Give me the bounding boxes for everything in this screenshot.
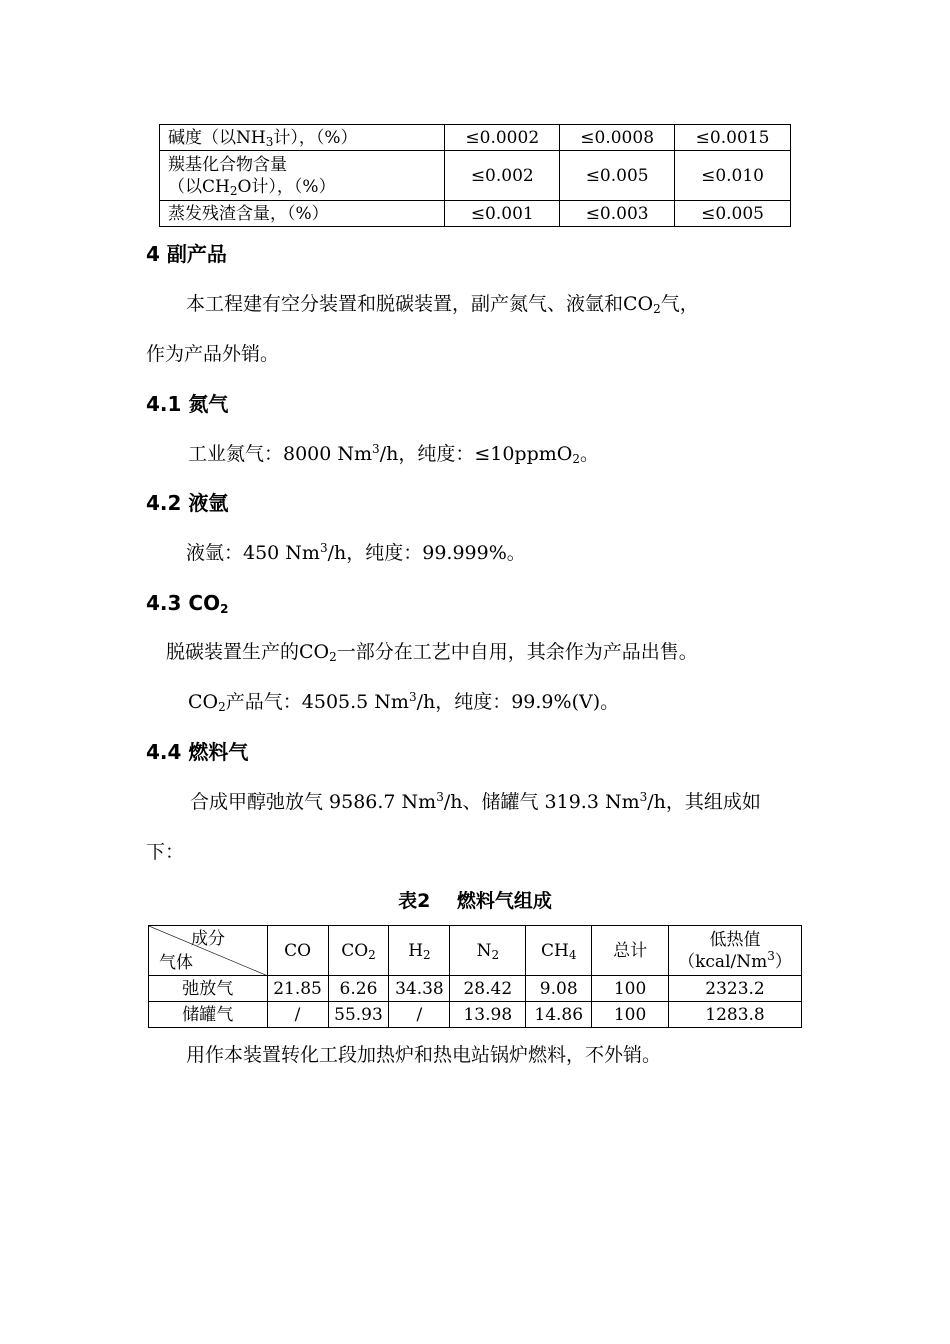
section-heading-4-4: 4.4 燃料气 [146,740,249,764]
row-label: 羰基化合物含量 （以$CH_2O$计），（%） [160,151,445,201]
paragraph: 合成甲醇弛放气 9586.7 Nm$^3$/h、储罐气 319.3 Nm$^3$/h，其组成如 [190,790,761,813]
cell-value: 6.26 [328,976,389,1002]
column-header: 低热值 （kcal/Nm$^3$） [669,926,802,976]
cell-value: / [267,1002,328,1028]
cell-value: 9.08 [526,976,592,1002]
paragraph: 用作本装置转化工段加热炉和热电站锅炉燃料，不外销。 [186,1044,662,1066]
cell-value: ≤0.010 [675,151,791,201]
section-heading-4-1: 4.1 氮气 [146,392,229,416]
table-caption: 表2 燃料气组成 [398,890,552,912]
corner-top-label: 成分 [191,929,225,949]
row-label: 蒸发残渣含量，（%） [160,201,445,227]
cell-value: ≤0.0002 [445,125,560,151]
cell-value: ≤0.001 [445,201,560,227]
cell-value: ≤0.005 [560,151,675,201]
section-heading-4-2: 4.2 液氩 [146,491,229,515]
cell-value: 21.85 [267,976,328,1002]
section-heading-4: 4 副产品 [146,242,227,266]
cell-value: ≤0.005 [675,201,791,227]
cell-value: 14.86 [526,1002,592,1028]
row-label: 弛放气 [149,976,268,1002]
table-row [149,976,802,1002]
cell-value: ≤0.002 [445,151,560,201]
impurity-table [159,124,791,227]
cell-value: 28.42 [450,976,526,1002]
cell-value: 1283.8 [669,1002,802,1028]
cell-value: 34.38 [389,976,450,1002]
cell-value: 2323.2 [669,976,802,1002]
column-header: $H_2$ [389,926,450,976]
column-header: CO [267,926,328,976]
column-header: $CO_2$ [328,926,389,976]
paragraph: 本工程建有空分装置和脱碳装置，副产氮气、液氩和$CO_2$气， [186,293,699,316]
column-header: $N_2$ [450,926,526,976]
cell-value: 13.98 [450,1002,526,1028]
paragraph: $CO_2$产品气：4505.5 Nm$^3$/h，纯度：99.9%(V)。 [188,690,620,714]
column-header: $CH_4$ [526,926,592,976]
table-row [160,201,791,227]
paragraph: 作为产品外销。 [146,343,280,365]
cell-value: 55.93 [328,1002,389,1028]
row-label: 碱度（以$NH_3$计），（%） [160,125,445,151]
paragraph: 液氩：450 Nm$^3$/h，纯度：99.999%。 [186,541,526,564]
cell-value: ≤0.0015 [675,125,791,151]
cell-value: 100 [592,1002,669,1028]
corner-bottom-label: 气体 [159,953,193,973]
fuel-gas-table [148,925,802,1028]
column-header: 总计 [592,926,669,976]
cell-value: 100 [592,976,669,1002]
table-row [160,151,791,201]
table-header-row [149,926,802,976]
section-heading-4-3: 4.3 $CO_2$ [146,591,229,616]
cell-value: / [389,1002,450,1028]
table-row [149,1002,802,1028]
cell-value: ≤0.003 [560,201,675,227]
corner-header [149,926,268,976]
paragraph: 脱碳装置生产的$CO_2$一部分在工艺中自用，其余作为产品出售。 [166,641,698,664]
cell-value: ≤0.0008 [560,125,675,151]
paragraph: 下： [146,841,185,863]
row-label: 储罐气 [149,1002,268,1028]
paragraph: 工业氮气：8000 Nm$^3$/h，纯度：≤10ppmO$_2$。 [188,442,599,466]
table-row [160,125,791,151]
